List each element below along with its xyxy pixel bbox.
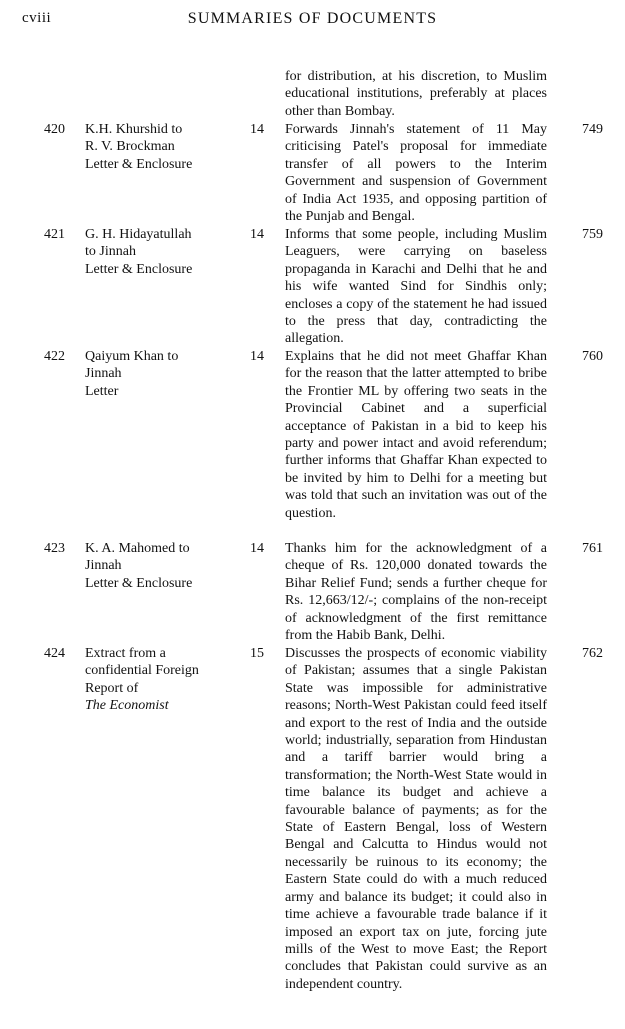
correspondent-line: Jinnah (85, 366, 122, 382)
publication-title: The Economist (85, 698, 169, 714)
entry-correspondents (85, 226, 235, 278)
correspondent-line: G. H. Hidayatullah (85, 227, 192, 242)
entry-date: 14 (250, 349, 264, 364)
entry-number: 420 (44, 122, 65, 137)
correspondent-line: R. V. Brockman (85, 139, 175, 155)
entry-page-ref: 761 (582, 541, 603, 556)
entry-date: 15 (250, 646, 264, 661)
running-title: SUMMARIES OF DOCUMENTS (187, 10, 438, 27)
document-type: Letter & Enclosure (85, 156, 193, 172)
correspondent-line: Qaiyum Khan to (85, 349, 179, 364)
correspondent-line: Jinnah (85, 558, 122, 574)
entry-number: 422 (44, 349, 65, 364)
entry-summary: Thanks him for the acknowledgment of a cheque of Rs. 120,000 donated towards the Bihar Relief Fund; sends a further cheque for Rs. 12,663/12/-; complains of the non-receipt of acknowledgment of the first remittance from the Habib Bank, Delhi. (285, 541, 547, 644)
correspondent-line: K.H. Khurshid to (85, 122, 183, 137)
document-type: Letter (85, 383, 119, 399)
entry-correspondents (85, 121, 235, 173)
correspondent-line: confidential Foreign (85, 663, 199, 679)
document-type: Letter & Enclosure (85, 261, 193, 277)
entry-summary: Informs that some people, including Muslim Leaguers, were carrying on baseless propaganda in Karachi and Delhi that he and his wife wanted Sind for Sindhis only; encloses a copy of the statement he had issued to the press that day, contradicting the allegation. (285, 227, 547, 347)
correspondent-line: to Jinnah (85, 244, 136, 260)
correspondent-line: Report of (85, 680, 139, 696)
entry-date: 14 (250, 541, 264, 556)
page-number: cviii (22, 10, 52, 26)
entry-date: 14 (250, 227, 264, 242)
entry-page-ref: 760 (582, 349, 603, 364)
correspondent-line: Extract from a (85, 646, 166, 661)
entry-page-ref: 749 (582, 122, 603, 137)
entry-correspondents (85, 540, 235, 592)
entry-number: 423 (44, 541, 65, 556)
entry-number: 424 (44, 646, 65, 661)
entry-page-ref: 759 (582, 227, 603, 242)
entry-summary: Explains that he did not meet Ghaffar Khan for the reason that the latter attempted to bribe the Frontier ML by offering two seats in the Provincial Cabinet and a superficial acceptance of Pakistan in a bid to keep his party and power intact and avoid referendum; further informs that Ghaffar Khan expected to be invited by him to Delhi for a meeting but was told that such an invitation was out of the question. (285, 349, 547, 521)
entry-summary: Forwards Jinnah's statement of 11 May criticising Patel's proposal for immediate transfer of all powers to the Interim Government and suspension of Government of India Act 1935, and opposing partition of the Punjab and Bengal. (285, 122, 547, 225)
entry-correspondents (85, 348, 235, 400)
continuation-text: for distribution, at his discretion, to Muslim educational institutions, preferably at places other than Bombay. (285, 69, 547, 119)
correspondent-line: K. A. Mahomed to (85, 541, 190, 556)
entry-correspondents (85, 645, 235, 715)
document-type: Letter & Enclosure (85, 575, 193, 591)
entry-page-ref: 762 (582, 646, 603, 661)
entry-summary: Discusses the prospects of economic viability of Pakistan; assumes that a single Pakistan State was impossible for administrative reasons; North-West Pakistan could feed itself and export to the rest of India and the outside world; industrially, separation from Hindustan and a tariff barrier would bring a transformation; the North-West State would in time balance its budget and achieve a favourable balance of payments; as for the State of Eastern Bengal, loss of Western Bengal and Calcutta to Hindus would not necessarily be ruinous to its economy; the Eastern State could do with a much reduced army and balance its budget; it could also in time achieve a favourable trade balance if it imposed an export tax on jute, forcing jute mills of the West to move East; the Report concludes that Pakistan could survive as an independent country. (285, 646, 547, 992)
entry-number: 421 (44, 227, 65, 242)
entry-date: 14 (250, 122, 264, 137)
